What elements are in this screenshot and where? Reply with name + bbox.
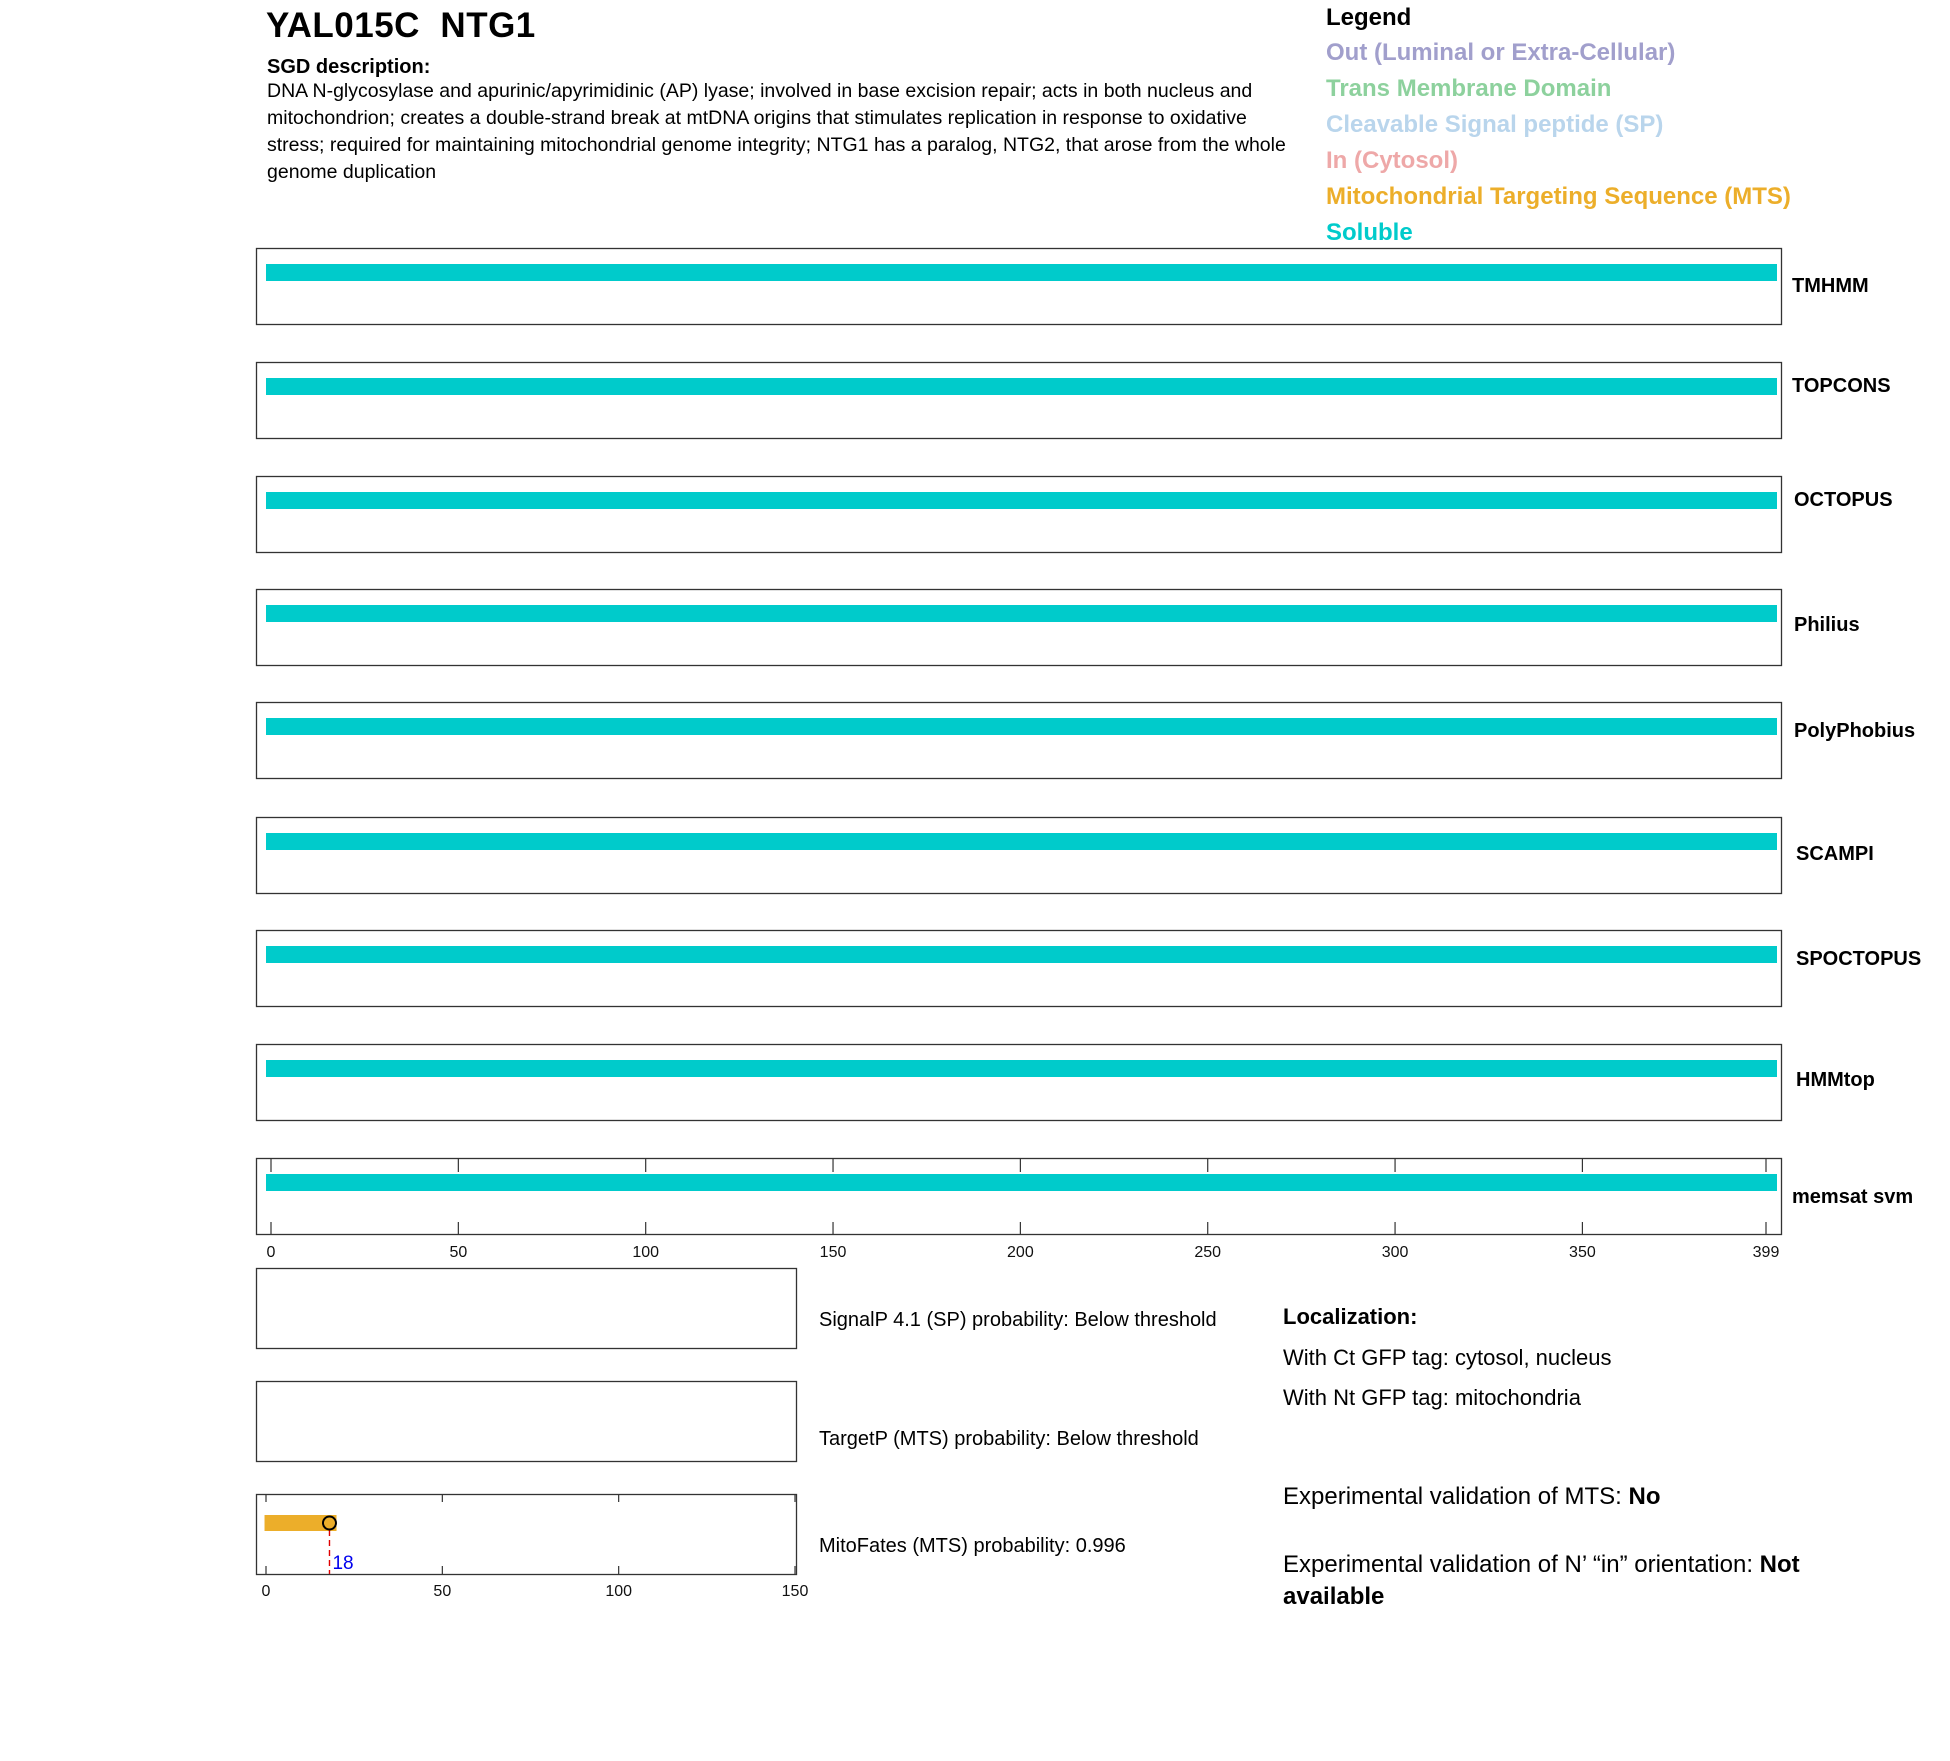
- predictor-label-hmmtop: HMMtop: [1796, 1069, 1875, 1091]
- topology-box-scampi: [257, 818, 1782, 894]
- validation-mts-value: No: [1628, 1483, 1661, 1510]
- gene-name: NTG1: [440, 6, 536, 45]
- validation-mts-label: Experimental validation of MTS:: [1283, 1483, 1629, 1510]
- panel-tick-label-100: 100: [605, 1583, 633, 1600]
- description-text: DNA N-glycosylase and apurinic/apyrimidinic (AP) lyase; involved in base excision repair; acts in both nucleus and mitochondrion; creates a double-strand break at mtDNA origins that stimulates replication in response to oxidative stress; required for maintaining mitochondrial genome integrity; NTG1 has a paralog, NTG2, that arose from the whole genome duplication: [267, 80, 1286, 183]
- predictor-label-polyphobius: PolyPhobius: [1794, 720, 1916, 742]
- topology-tick-label-150: 150: [819, 1244, 847, 1261]
- legend-item-tm: Trans Membrane Domain: [1326, 75, 1612, 102]
- panel-box-signalp: [257, 1269, 797, 1349]
- legend-title: Legend: [1326, 4, 1412, 31]
- predictor-label-scampi: SCAMPI: [1796, 843, 1874, 865]
- topology-box-hmmtop: [257, 1045, 1782, 1121]
- topology-segment-tmhmm-0: [266, 264, 1777, 281]
- localization-ct-gfp: With Ct GFP tag: cytosol, nucleus: [1283, 1345, 1612, 1370]
- validation-mts: [1283, 1483, 1660, 1511]
- topology-segment-memsat-svm-0: [266, 1174, 1777, 1191]
- legend-item-mts: Mitochondrial Targeting Sequence (MTS): [1326, 183, 1791, 210]
- topology-tick-label-399: 399: [1752, 1244, 1780, 1261]
- legend-item-in: In (Cytosol): [1326, 147, 1458, 174]
- topology-segment-topcons-0: [266, 378, 1777, 395]
- topology-segment-octopus-0: [266, 492, 1777, 509]
- topology-box-tmhmm: [257, 249, 1782, 325]
- targetp-label: TargetP (MTS) probability: Below threshold: [819, 1428, 1199, 1450]
- description-heading: SGD description:: [267, 56, 431, 78]
- predictor-label-topcons: TOPCONS: [1792, 375, 1891, 397]
- predictor-label-philius: Philius: [1794, 614, 1860, 636]
- topology-tick-label-0: 0: [266, 1244, 276, 1261]
- topology-box-philius: [257, 590, 1782, 666]
- validation-orientation: [1283, 1549, 1883, 1613]
- topology-segment-spoctopus-0: [266, 946, 1777, 963]
- mitofates-label: MitoFates (MTS) probability: 0.996: [819, 1535, 1126, 1557]
- gene-id: YAL015C: [266, 6, 420, 45]
- cleavage-label: 18: [332, 1553, 354, 1574]
- legend-item-out: Out (Luminal or Extra-Cellular): [1326, 39, 1676, 66]
- topology-box-polyphobius: [257, 703, 1782, 779]
- topology-tick-label-300: 300: [1381, 1244, 1409, 1261]
- panel-box-targetp: [257, 1382, 797, 1462]
- topology-tick-label-50: 50: [449, 1244, 468, 1261]
- panel-tick-label-0: 0: [261, 1583, 271, 1600]
- panel-tick-label-150: 150: [781, 1583, 809, 1600]
- topology-box-topcons: [257, 363, 1782, 439]
- panel-tick-label-50: 50: [433, 1583, 452, 1600]
- topology-tick-label-200: 200: [1007, 1244, 1034, 1261]
- localization-nt-gfp: With Nt GFP tag: mitochondria: [1283, 1385, 1581, 1410]
- topology-box-memsat-svm: [257, 1159, 1782, 1235]
- topology-segment-polyphobius-0: [266, 718, 1777, 735]
- legend-item-sp: Cleavable Signal peptide (SP): [1326, 111, 1664, 138]
- topology-box-spoctopus: [257, 931, 1782, 1007]
- predictor-label-octopus: OCTOPUS: [1794, 489, 1893, 511]
- validation-orientation-value: Not available: [1283, 1551, 1800, 1610]
- topology-tick-label-350: 350: [1569, 1244, 1596, 1261]
- topology-segment-scampi-0: [266, 833, 1777, 850]
- legend-item-soluble: Soluble: [1326, 219, 1413, 246]
- predictor-label-memsat-svm: memsat svm: [1792, 1186, 1914, 1208]
- topology-segment-philius-0: [266, 605, 1777, 622]
- localization-heading: Localization:: [1283, 1304, 1418, 1329]
- topology-tick-label-250: 250: [1194, 1244, 1222, 1261]
- validation-orientation-label: Experimental validation of N’ “in” orientation:: [1283, 1551, 1760, 1578]
- predictor-label-tmhmm: TMHMM: [1792, 275, 1869, 297]
- topology-segment-hmmtop-0: [266, 1060, 1777, 1077]
- topology-box-octopus: [257, 477, 1782, 553]
- predictor-label-spoctopus: SPOCTOPUS: [1796, 948, 1922, 970]
- topology-tick-label-100: 100: [632, 1244, 660, 1261]
- signalp-label: SignalP 4.1 (SP) probability: Below threshold: [819, 1309, 1217, 1331]
